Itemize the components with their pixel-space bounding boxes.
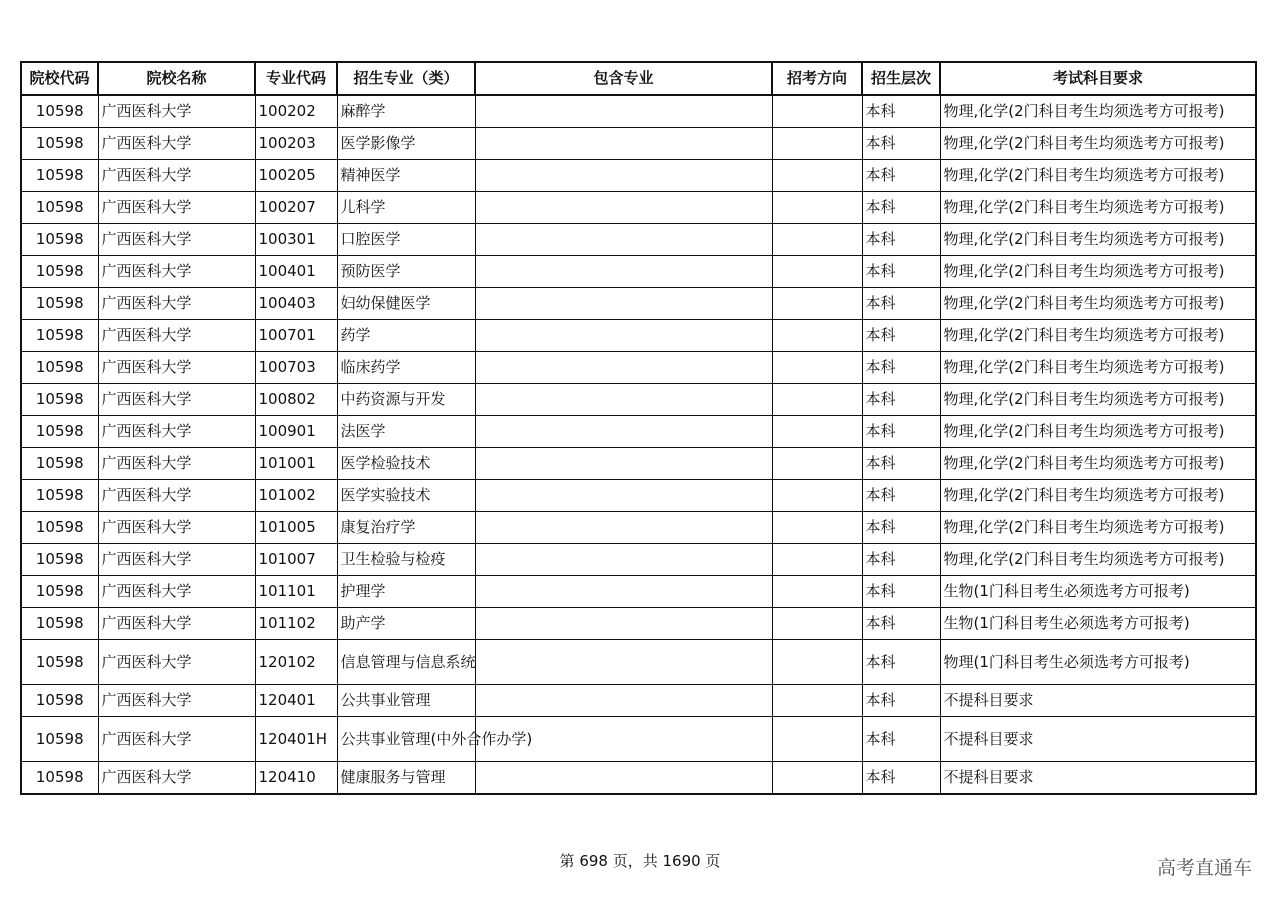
cell-level: 本科 xyxy=(862,224,940,256)
cell-school-code: 10598 xyxy=(21,288,98,320)
table-row xyxy=(21,160,1256,192)
cell-level: 本科 xyxy=(862,288,940,320)
admission-table xyxy=(20,61,1257,795)
cell-major: 医学实验技术 xyxy=(337,480,475,512)
cell-school-code: 10598 xyxy=(21,608,98,640)
cell-requirement: 物理,化学(2门科目考生均须选考方可报考) xyxy=(940,256,1256,288)
cell-requirement: 不提科目要求 xyxy=(940,685,1256,717)
cell-direction xyxy=(772,224,862,256)
header-requirement: 考试科目要求 xyxy=(940,62,1256,95)
cell-school-code: 10598 xyxy=(21,224,98,256)
cell-school-name: 广西医科大学 xyxy=(98,448,255,480)
cell-direction xyxy=(772,128,862,160)
cell-major: 信息管理与信息系统 xyxy=(337,640,475,685)
table-row xyxy=(21,608,1256,640)
cell-requirement: 物理,化学(2门科目考生均须选考方可报考) xyxy=(940,128,1256,160)
table-row xyxy=(21,192,1256,224)
table-row xyxy=(21,640,1256,685)
table-row xyxy=(21,448,1256,480)
page-footer: 第 698 页，共 1690 页 xyxy=(559,852,721,870)
cell-direction xyxy=(772,320,862,352)
cell-direction xyxy=(772,384,862,416)
cell-included-majors xyxy=(475,160,772,192)
cell-included-majors xyxy=(475,320,772,352)
cell-major: 中药资源与开发 xyxy=(337,384,475,416)
cell-major: 口腔医学 xyxy=(337,224,475,256)
cell-requirement: 物理,化学(2门科目考生均须选考方可报考) xyxy=(940,544,1256,576)
cell-included-majors xyxy=(475,95,772,128)
cell-level: 本科 xyxy=(862,640,940,685)
cell-major: 预防医学 xyxy=(337,256,475,288)
cell-level: 本科 xyxy=(862,608,940,640)
cell-school-name: 广西医科大学 xyxy=(98,95,255,128)
cell-major: 麻醉学 xyxy=(337,95,475,128)
cell-major: 卫生检验与检疫 xyxy=(337,544,475,576)
cell-school-name: 广西医科大学 xyxy=(98,544,255,576)
cell-requirement: 物理,化学(2门科目考生均须选考方可报考) xyxy=(940,160,1256,192)
cell-major-code: 100401 xyxy=(255,256,337,288)
cell-major-code: 100901 xyxy=(255,416,337,448)
cell-included-majors xyxy=(475,288,772,320)
cell-school-name: 广西医科大学 xyxy=(98,512,255,544)
cell-major-code: 101001 xyxy=(255,448,337,480)
cell-direction xyxy=(772,160,862,192)
cell-school-code: 10598 xyxy=(21,192,98,224)
cell-school-code: 10598 xyxy=(21,160,98,192)
cell-school-name: 广西医科大学 xyxy=(98,288,255,320)
cell-school-name: 广西医科大学 xyxy=(98,762,255,795)
cell-direction xyxy=(772,512,862,544)
cell-school-name: 广西医科大学 xyxy=(98,160,255,192)
cell-major: 康复治疗学 xyxy=(337,512,475,544)
cell-requirement: 物理,化学(2门科目考生均须选考方可报考) xyxy=(940,512,1256,544)
cell-included-majors xyxy=(475,640,772,685)
cell-major: 健康服务与管理 xyxy=(337,762,475,795)
cell-direction xyxy=(772,192,862,224)
cell-major-code: 100207 xyxy=(255,192,337,224)
cell-school-code: 10598 xyxy=(21,512,98,544)
cell-level: 本科 xyxy=(862,192,940,224)
cell-direction xyxy=(772,256,862,288)
cell-direction xyxy=(772,544,862,576)
cell-included-majors xyxy=(475,544,772,576)
cell-direction xyxy=(772,95,862,128)
cell-school-name: 广西医科大学 xyxy=(98,352,255,384)
cell-school-code: 10598 xyxy=(21,762,98,795)
cell-school-code: 10598 xyxy=(21,685,98,717)
table-row xyxy=(21,95,1256,128)
cell-level: 本科 xyxy=(862,95,940,128)
cell-requirement: 物理(1门科目考生必须选考方可报考) xyxy=(940,640,1256,685)
cell-major-code: 100203 xyxy=(255,128,337,160)
cell-requirement: 不提科目要求 xyxy=(940,762,1256,795)
cell-requirement: 物理,化学(2门科目考生均须选考方可报考) xyxy=(940,384,1256,416)
cell-school-code: 10598 xyxy=(21,416,98,448)
cell-requirement: 生物(1门科目考生必须选考方可报考) xyxy=(940,576,1256,608)
cell-school-name: 广西医科大学 xyxy=(98,416,255,448)
cell-school-code: 10598 xyxy=(21,717,98,762)
cell-major-code: 100403 xyxy=(255,288,337,320)
cell-requirement: 物理,化学(2门科目考生均须选考方可报考) xyxy=(940,288,1256,320)
cell-included-majors xyxy=(475,448,772,480)
cell-included-majors xyxy=(475,352,772,384)
cell-level: 本科 xyxy=(862,352,940,384)
header-major: 招生专业（类） xyxy=(337,62,475,95)
cell-school-name: 广西医科大学 xyxy=(98,128,255,160)
cell-major: 法医学 xyxy=(337,416,475,448)
cell-major-code: 100701 xyxy=(255,320,337,352)
cell-major: 妇幼保健医学 xyxy=(337,288,475,320)
cell-included-majors xyxy=(475,685,772,717)
cell-major-code: 120401 xyxy=(255,685,337,717)
cell-level: 本科 xyxy=(862,480,940,512)
cell-school-name: 广西医科大学 xyxy=(98,480,255,512)
cell-requirement: 生物(1门科目考生必须选考方可报考) xyxy=(940,608,1256,640)
cell-school-name: 广西医科大学 xyxy=(98,320,255,352)
cell-requirement: 物理,化学(2门科目考生均须选考方可报考) xyxy=(940,224,1256,256)
table-row xyxy=(21,416,1256,448)
cell-school-name: 广西医科大学 xyxy=(98,608,255,640)
header-included-majors: 包含专业 xyxy=(475,62,772,95)
cell-school-code: 10598 xyxy=(21,320,98,352)
cell-level: 本科 xyxy=(862,717,940,762)
cell-major-code: 100802 xyxy=(255,384,337,416)
table-row xyxy=(21,544,1256,576)
cell-major-code: 100301 xyxy=(255,224,337,256)
cell-major: 医学影像学 xyxy=(337,128,475,160)
cell-included-majors xyxy=(475,512,772,544)
cell-requirement: 不提科目要求 xyxy=(940,717,1256,762)
cell-school-code: 10598 xyxy=(21,448,98,480)
header-school-name: 院校名称 xyxy=(98,62,255,95)
cell-school-code: 10598 xyxy=(21,256,98,288)
table-row xyxy=(21,685,1256,717)
cell-direction xyxy=(772,717,862,762)
cell-level: 本科 xyxy=(862,416,940,448)
cell-level: 本科 xyxy=(862,544,940,576)
cell-direction xyxy=(772,576,862,608)
cell-major: 公共事业管理(中外合作办学) xyxy=(337,717,475,762)
cell-major: 儿科学 xyxy=(337,192,475,224)
cell-school-name: 广西医科大学 xyxy=(98,717,255,762)
cell-level: 本科 xyxy=(862,256,940,288)
table-row xyxy=(21,288,1256,320)
cell-major-code: 100703 xyxy=(255,352,337,384)
cell-included-majors xyxy=(475,192,772,224)
cell-major-code: 101101 xyxy=(255,576,337,608)
cell-school-code: 10598 xyxy=(21,384,98,416)
cell-level: 本科 xyxy=(862,448,940,480)
header-direction: 招考方向 xyxy=(772,62,862,95)
cell-school-name: 广西医科大学 xyxy=(98,256,255,288)
cell-level: 本科 xyxy=(862,128,940,160)
cell-direction xyxy=(772,480,862,512)
cell-school-name: 广西医科大学 xyxy=(98,685,255,717)
cell-requirement: 物理,化学(2门科目考生均须选考方可报考) xyxy=(940,416,1256,448)
cell-level: 本科 xyxy=(862,320,940,352)
cell-school-code: 10598 xyxy=(21,480,98,512)
cell-major-code: 100202 xyxy=(255,95,337,128)
cell-school-name: 广西医科大学 xyxy=(98,384,255,416)
cell-direction xyxy=(772,685,862,717)
table-row xyxy=(21,128,1256,160)
cell-level: 本科 xyxy=(862,685,940,717)
cell-direction xyxy=(772,762,862,795)
table-row xyxy=(21,576,1256,608)
table-row xyxy=(21,384,1256,416)
watermark: 高考直通车 xyxy=(1156,857,1252,879)
cell-school-name: 广西医科大学 xyxy=(98,224,255,256)
cell-school-code: 10598 xyxy=(21,352,98,384)
cell-included-majors xyxy=(475,576,772,608)
cell-major-code: 101007 xyxy=(255,544,337,576)
cell-school-code: 10598 xyxy=(21,95,98,128)
cell-school-code: 10598 xyxy=(21,576,98,608)
cell-school-code: 10598 xyxy=(21,640,98,685)
cell-requirement: 物理,化学(2门科目考生均须选考方可报考) xyxy=(940,95,1256,128)
cell-major-code: 101102 xyxy=(255,608,337,640)
cell-major: 护理学 xyxy=(337,576,475,608)
cell-major: 助产学 xyxy=(337,608,475,640)
cell-direction xyxy=(772,640,862,685)
cell-direction xyxy=(772,288,862,320)
cell-included-majors xyxy=(475,762,772,795)
cell-requirement: 物理,化学(2门科目考生均须选考方可报考) xyxy=(940,192,1256,224)
cell-school-name: 广西医科大学 xyxy=(98,576,255,608)
cell-included-majors xyxy=(475,384,772,416)
cell-major: 精神医学 xyxy=(337,160,475,192)
cell-school-code: 10598 xyxy=(21,544,98,576)
cell-requirement: 物理,化学(2门科目考生均须选考方可报考) xyxy=(940,320,1256,352)
cell-requirement: 物理,化学(2门科目考生均须选考方可报考) xyxy=(940,480,1256,512)
cell-major-code: 101002 xyxy=(255,480,337,512)
cell-major: 医学检验技术 xyxy=(337,448,475,480)
cell-level: 本科 xyxy=(862,512,940,544)
cell-requirement: 物理,化学(2门科目考生均须选考方可报考) xyxy=(940,352,1256,384)
header-major-code: 专业代码 xyxy=(255,62,337,95)
cell-direction xyxy=(772,608,862,640)
table-row xyxy=(21,320,1256,352)
cell-requirement: 物理,化学(2门科目考生均须选考方可报考) xyxy=(940,448,1256,480)
cell-included-majors xyxy=(475,128,772,160)
table-row xyxy=(21,480,1256,512)
cell-included-majors xyxy=(475,416,772,448)
table-row xyxy=(21,352,1256,384)
cell-major-code: 101005 xyxy=(255,512,337,544)
table-row xyxy=(21,256,1256,288)
table-row xyxy=(21,224,1256,256)
cell-major-code: 120102 xyxy=(255,640,337,685)
cell-major-code: 120410 xyxy=(255,762,337,795)
cell-school-name: 广西医科大学 xyxy=(98,192,255,224)
cell-level: 本科 xyxy=(862,160,940,192)
table-row xyxy=(21,717,1256,762)
cell-level: 本科 xyxy=(862,576,940,608)
cell-included-majors xyxy=(475,480,772,512)
table-row xyxy=(21,512,1256,544)
cell-major-code: 120401H xyxy=(255,717,337,762)
cell-school-code: 10598 xyxy=(21,128,98,160)
cell-major: 公共事业管理 xyxy=(337,685,475,717)
table-row xyxy=(21,762,1256,795)
cell-major: 临床药学 xyxy=(337,352,475,384)
cell-school-name: 广西医科大学 xyxy=(98,640,255,685)
cell-level: 本科 xyxy=(862,762,940,795)
cell-included-majors xyxy=(475,608,772,640)
cell-direction xyxy=(772,448,862,480)
cell-major: 药学 xyxy=(337,320,475,352)
header-level: 招生层次 xyxy=(862,62,940,95)
cell-major-code: 100205 xyxy=(255,160,337,192)
header-row xyxy=(21,62,1256,95)
cell-level: 本科 xyxy=(862,384,940,416)
cell-included-majors xyxy=(475,256,772,288)
cell-direction xyxy=(772,352,862,384)
cell-included-majors xyxy=(475,224,772,256)
cell-direction xyxy=(772,416,862,448)
header-school-code: 院校代码 xyxy=(21,62,98,95)
